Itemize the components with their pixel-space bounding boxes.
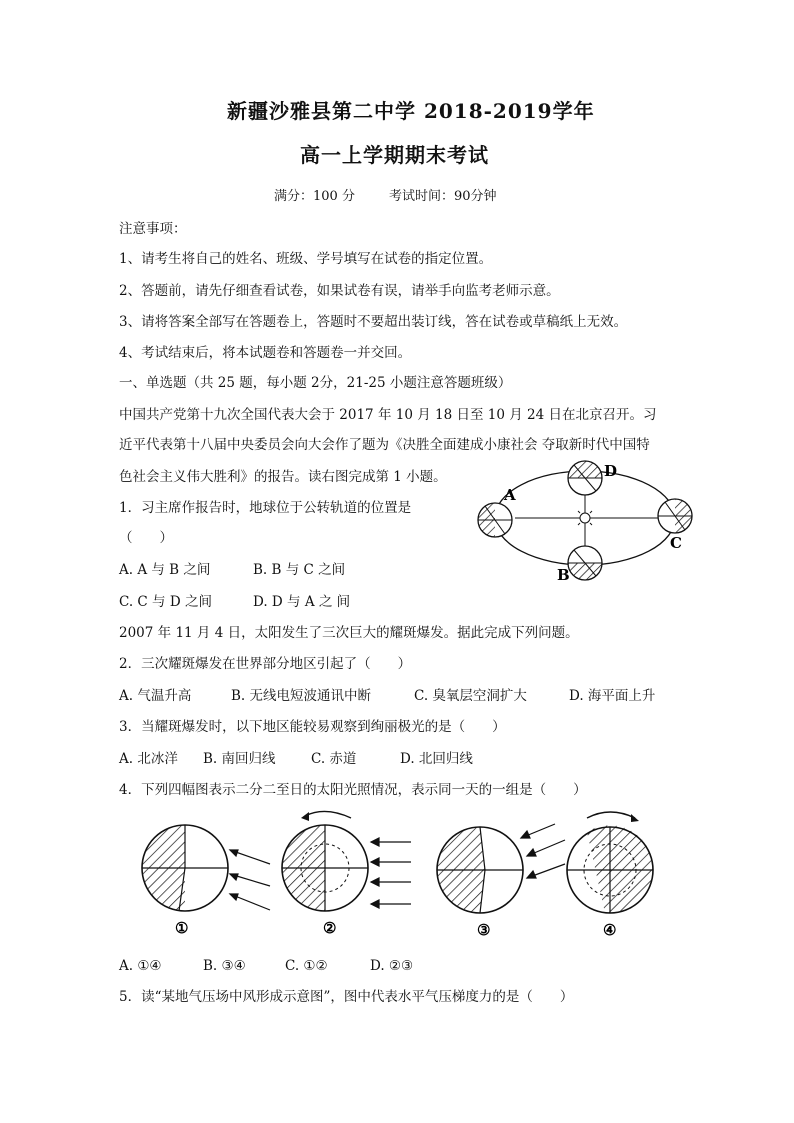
- q2-option-c: C. 臭氧层空洞扩大: [414, 688, 527, 704]
- earth-position-b: [568, 546, 602, 580]
- figure-3: [437, 824, 565, 939]
- full-score: 满分：100 分: [274, 189, 355, 204]
- earth-position-c: [658, 499, 692, 533]
- orbit-label-c: C: [670, 534, 682, 552]
- intro-line: 色社会主义伟大胜利》的报告。读右图完成第 1 小题。: [119, 469, 447, 485]
- orbit-label-a: A: [504, 486, 516, 504]
- q3-option-a: A. 北冰洋: [119, 751, 178, 767]
- question-1-stem: 1．习主席作报告时，地球位于公转轨道的位置是: [119, 500, 412, 516]
- notice-item: 1、请考生将自己的姓名、班级、学号填写在试卷的指定位置。: [119, 251, 493, 267]
- orbit-label-b: B: [557, 566, 570, 584]
- q1-option-c: C. C 与 D 之间: [119, 594, 212, 610]
- earth-position-a: [478, 503, 512, 537]
- q2-option-b: B. 无线电短波通讯中断: [231, 688, 372, 704]
- sunlight-figures: [135, 812, 695, 942]
- q1-option-b: B. B 与 C 之间: [253, 562, 346, 578]
- orbit-diagram: [470, 458, 710, 588]
- section-heading: 一、单选题（共 25 题，每小题 2分，21-25 小题注意答题班级）: [119, 375, 512, 391]
- earth-position-d: [568, 461, 602, 495]
- q2-option-a: A. 气温升高: [119, 688, 192, 704]
- intro-line: 近平代表第十八届中央委员会向大会作了题为《决胜全面建成小康社会 夺取新时代中国特: [119, 437, 650, 453]
- figure-label-4: ④: [603, 921, 617, 939]
- notice-item: 3、请将答案全部写在答题卷上，答题时不要超出装订线，答在试卷或草稿纸上无效。: [119, 314, 628, 330]
- flare-intro: 2007 年 11 月 4 日，太阳发生了三次巨大的耀斑爆发。据此完成下列问题。: [119, 625, 579, 641]
- question-1-paren: （ ）: [119, 530, 173, 546]
- figure-4: [567, 812, 653, 939]
- question-4-stem: 4．下列四幅图表示二分二至日的太阳光照情况，表示同一天的一组是（ ）: [119, 782, 587, 798]
- notice-item: 2、答题前，请先仔细查看试卷，如果试卷有误，请举手向监考老师示意。: [119, 283, 560, 299]
- intro-line: 中国共产党第十九次全国代表大会于 2017 年 10 月 18 日至 10 月 24 日在北京召开。习: [119, 407, 657, 423]
- notice-heading: 注意事项：: [119, 221, 187, 237]
- q1-option-d: D. D 与 A 之 间: [253, 594, 351, 610]
- q2-option-d: D. 海平面上升: [569, 688, 656, 704]
- question-5-stem: 5．读“某地气压场中风形成示意图”，图中代表水平气压梯度力的是（ ）: [119, 989, 574, 1005]
- figure-2: [282, 811, 411, 937]
- sun-icon: [575, 508, 595, 528]
- q4-option-d: D. ②③: [370, 958, 414, 974]
- figure-label-3: ③: [477, 921, 491, 939]
- exam-title: 新疆沙雅县第二中学 2018-2019学年: [227, 99, 595, 123]
- q3-option-c: C. 赤道: [311, 751, 357, 767]
- exam-subtitle: 高一上学期期末考试: [300, 143, 489, 167]
- figure-1: [142, 825, 270, 937]
- exam-time: 考试时间：90分钟: [389, 189, 497, 204]
- q1-option-a: A. A 与 B 之间: [119, 562, 211, 578]
- question-2-stem: 2．三次耀斑爆发在世界部分地区引起了（ ）: [119, 656, 412, 672]
- q3-option-d: D. 北回归线: [400, 751, 473, 767]
- q4-option-c: C. ①②: [285, 958, 328, 974]
- figure-label-1: ①: [175, 919, 189, 937]
- question-3-stem: 3．当耀斑爆发时，以下地区能较易观察到绚丽极光的是（ ）: [119, 719, 506, 735]
- q4-option-b: B. ③④: [203, 958, 246, 974]
- orbit-label-d: D: [604, 462, 618, 480]
- notice-item: 4、考试结束后，将本试题卷和答题卷一并交回。: [119, 345, 412, 361]
- figure-label-2: ②: [323, 919, 337, 937]
- q3-option-b: B. 南回归线: [203, 751, 276, 767]
- q4-option-a: A. ①④: [119, 958, 162, 974]
